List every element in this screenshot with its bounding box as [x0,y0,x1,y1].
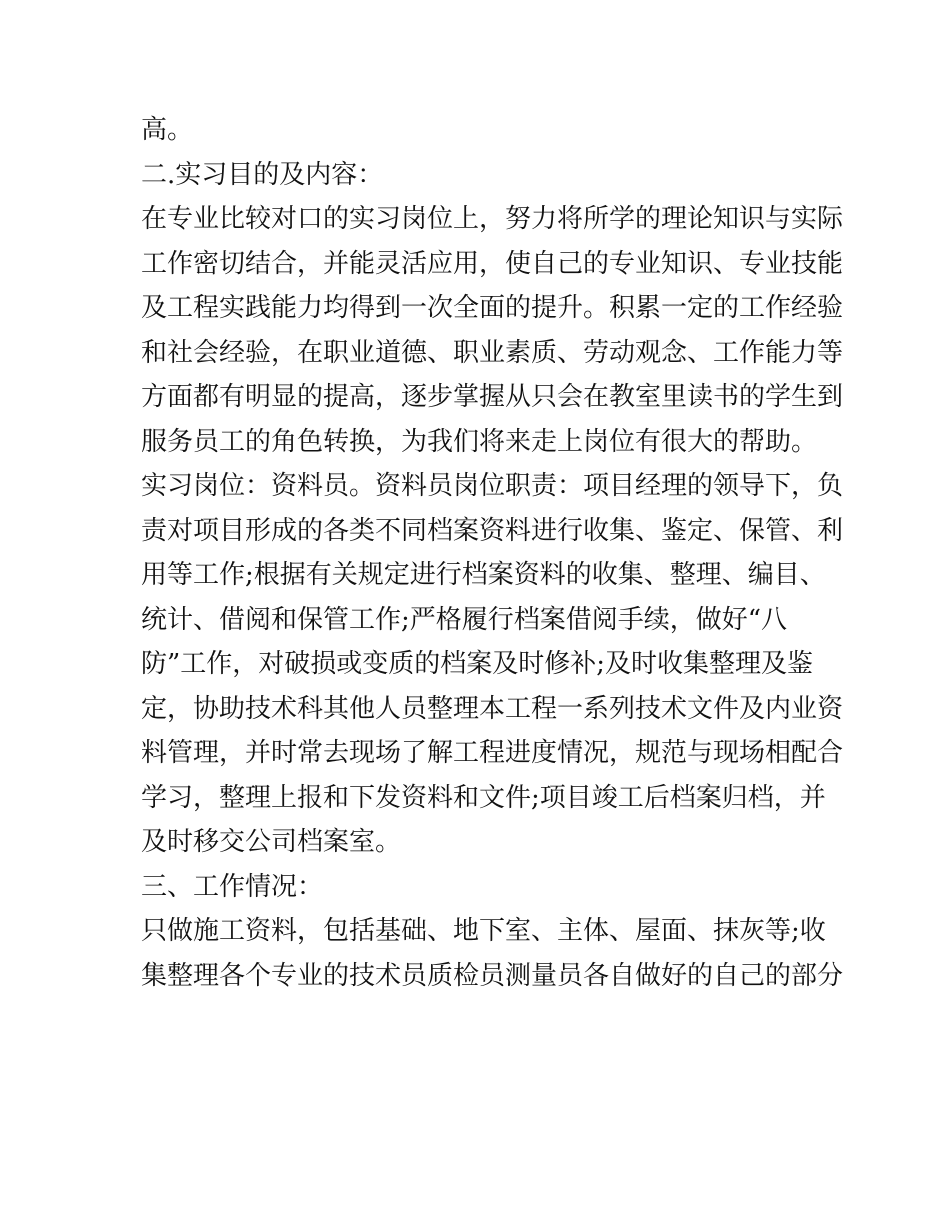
text-line: 责对项目形成的各类不同档案资料进行收集、鉴定、保管、利 [141,515,844,546]
text-line: 用等工作;根据有关规定进行档案资料的收集、整理、编目、 [141,560,826,590]
text-line: 只做施工资料，包括基础、地下室、主体、屋面、抹灰等;收 [141,916,826,946]
section-heading: 二.实习目的及内容： [141,159,384,190]
document-body [141,108,844,998]
text-line: 服务员工的角色转换，为我们将来走上岗位有很大的帮助。 [141,426,818,457]
text-line: 工作密切结合，并能灵活应用，使自己的专业知识、专业技能 [141,248,844,279]
text-line: 料管理，并时常去现场了解工程进度情况，规范与现场相配合 [141,738,844,768]
text-line: 及工程实践能力均得到一次全面的提升。积累一定的工作经验 [141,293,844,323]
section-heading: 三、工作情况： [141,871,324,902]
text-line: 及时移交公司档案室。 [141,827,402,857]
text-line: 定，协助技术科其他人员整理本工程一系列技术文件及内业资 [141,693,844,724]
text-line: 在专业比较对口的实习岗位上，努力将所学的理论知识与实际 [141,204,844,234]
text-line: 学习，整理上报和下发资料和文件;项目竣工后档案归档，并 [141,782,826,813]
text-line: 和社会经验，在职业道德、职业素质、劳动观念、工作能力等 [141,337,844,368]
text-line: 防”工作，对破损或变质的档案及时修补;及时收集整理及鉴 [141,649,814,679]
text-line: 方面都有明显的提高，逐步掌握从只会在教室里读书的学生到 [141,382,844,412]
text-line: 集整理各个专业的技术员质检员测量员各自做好的自己的部分 [141,960,844,991]
text-line: 高。 [141,115,194,145]
text-line: 实习岗位：资料员。资料员岗位职责：项目经理的领导下，负 [141,471,844,501]
text-line: 统计、借阅和保管工作;严格履行档案借阅手续，做好“八 [141,604,788,635]
